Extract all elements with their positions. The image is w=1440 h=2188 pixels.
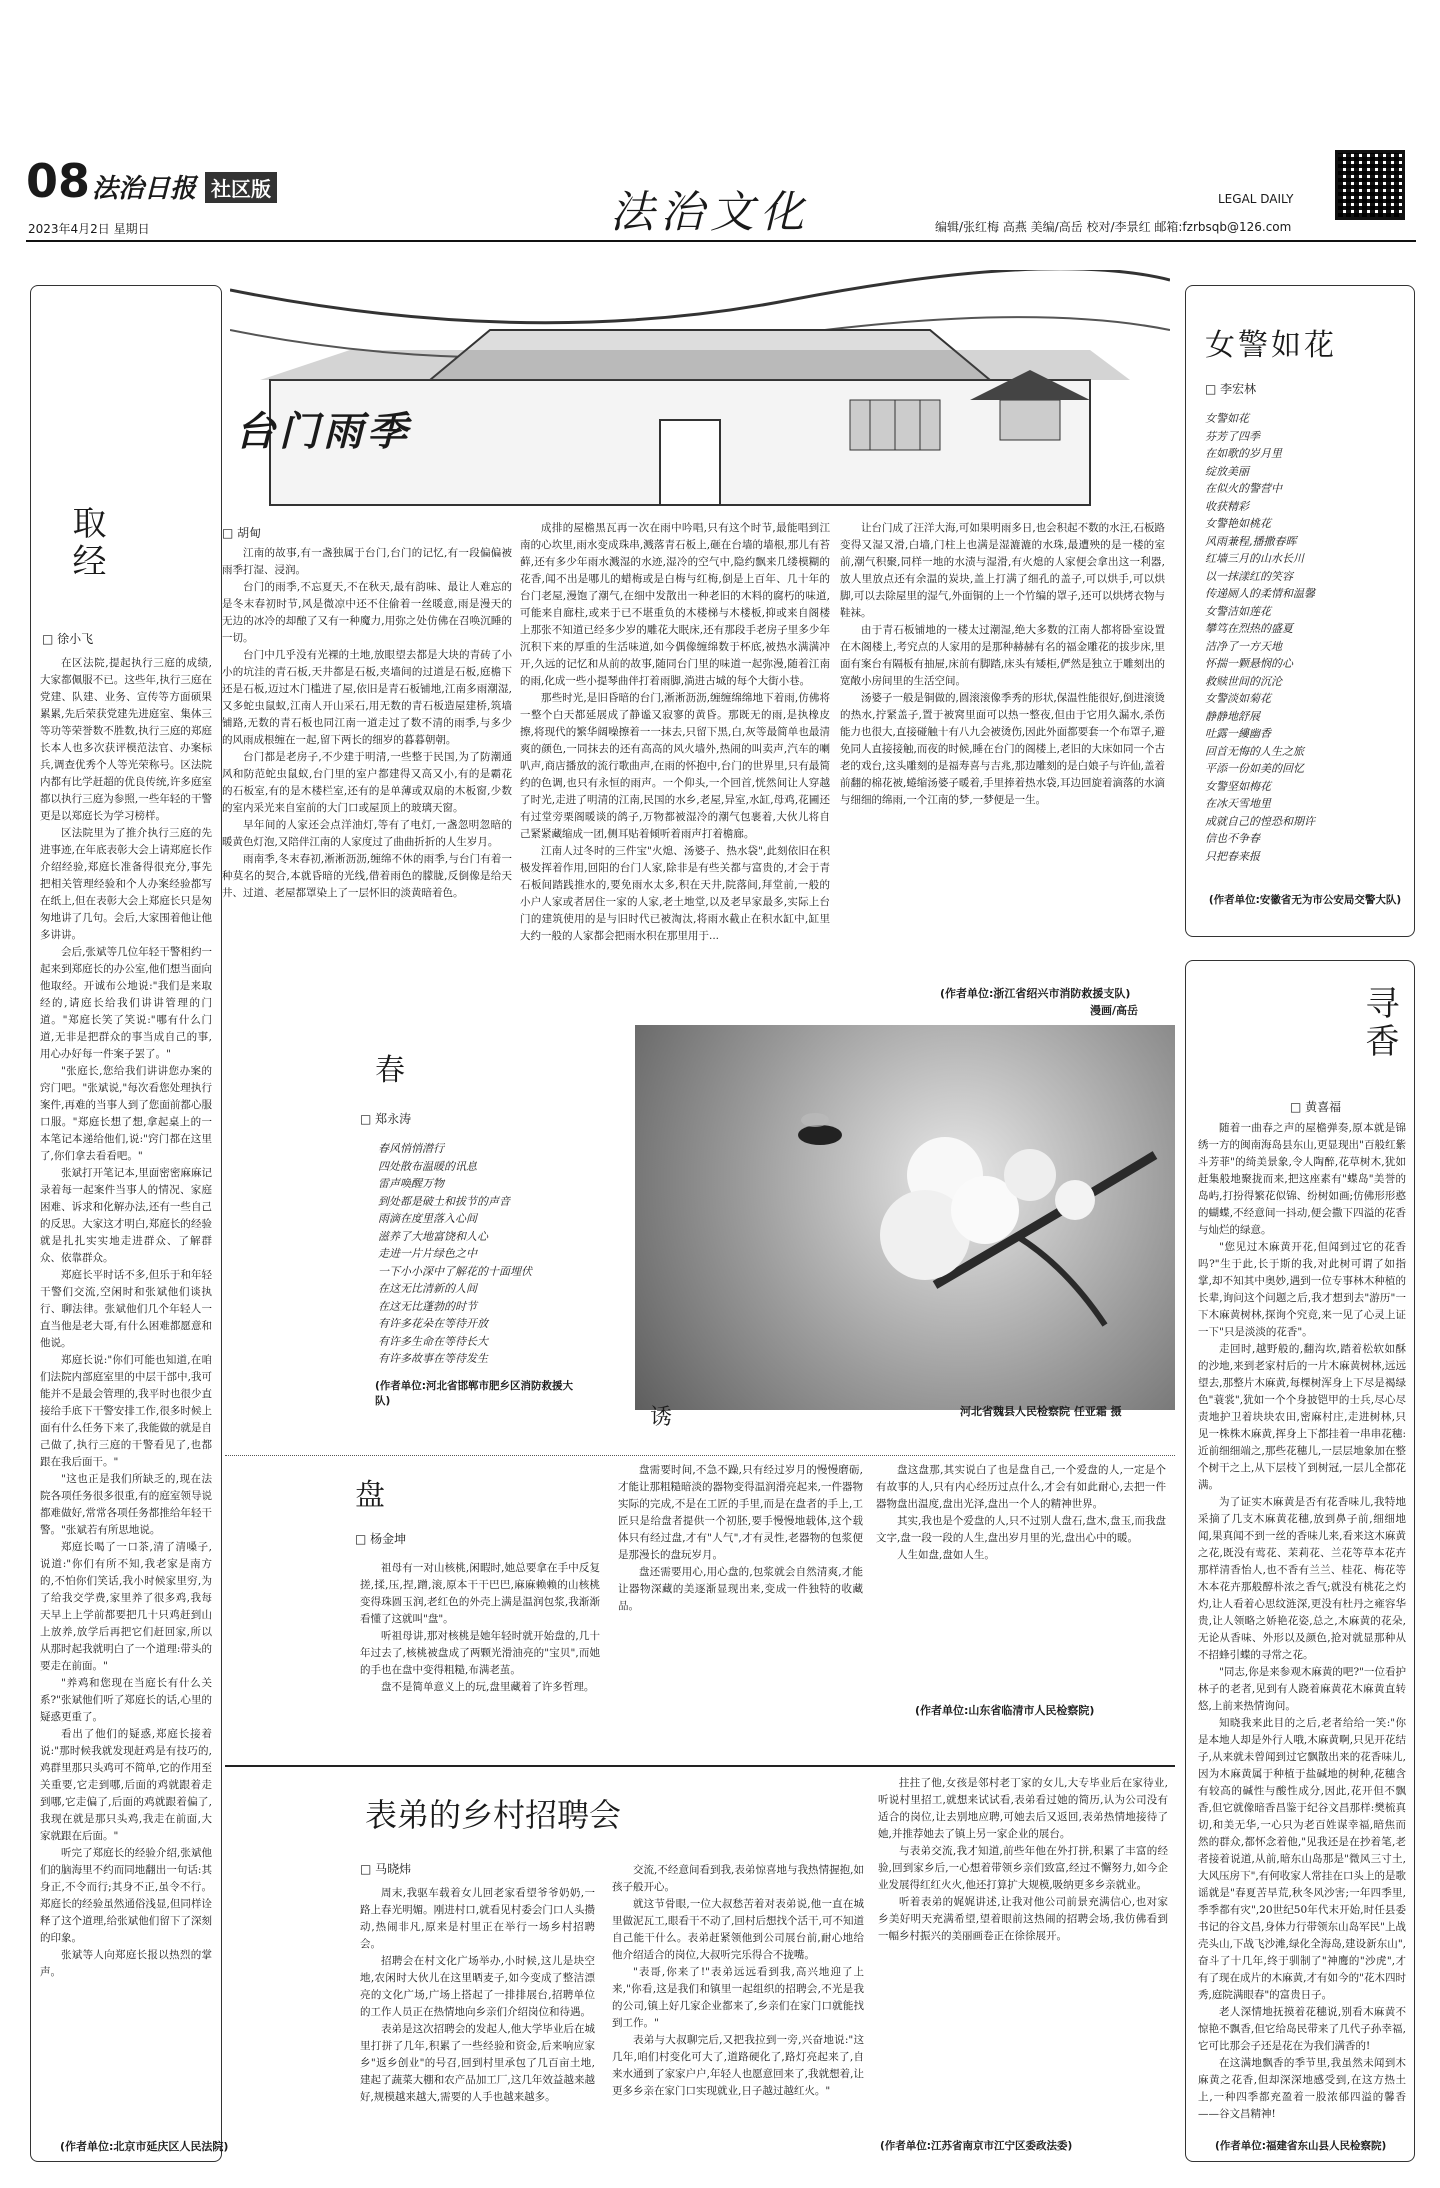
taimen-paragraph: 台门都是老房子,不少建于明清,一些整于民国,为了防潮通风和防范蛇虫鼠蚁,台门里的室户都建得又高又小,有的是霸花的石板室,有的是木楼栏室,还有的是单薄或双扇的木板窗,少数的室内采光来自室前的大门口或屋顶上的玻璃天窗。 xyxy=(222,751,512,814)
biaodi-paragraph: "表哥,你来了!"表弟远远看到我,高兴地迎了上来,"你看,这是我们和镇里一起组织的招聘会,不光是我的公司,镇上好几家企业都来了,乡亲们在家门口就能找到工作。" xyxy=(612,1966,864,2029)
pan-paragraph: 盘不是简单意义上的玩,盘里藏着了许多哲理。 xyxy=(381,1681,595,1693)
xunxiang-author: □ 黄喜福 xyxy=(1290,1100,1342,1114)
biaodi-top-rule xyxy=(225,1765,1175,1767)
qujing-paragraph: "这也正是我们所缺乏的,现在法院各项任务很多很重,有的庭室领导说都难做好,常常各项任务都推给年轻干警。"张斌若有所思地说。 xyxy=(40,1473,212,1536)
edition-badge: 社区版 xyxy=(205,172,277,203)
biaodi-paragraph: 就这节骨眼,一位大叔愁苦着对表弟说,他一直在城里做泥瓦工,眼看干不动了,回村后想找个活干,可不知道自己能干什么。表弟赶紧领他到公司展台前,耐心地给他介绍适合的岗位,大叔听完乐得合不拢嘴。 xyxy=(612,1898,864,1961)
pan-col-1 xyxy=(360,1560,600,1760)
taimen-paragraph: 江南的故事,有一盏独属于台门,台门的记忆,有一段偏偏被雨季打湿、浸润。 xyxy=(222,547,512,576)
biaodi-paragraph: 与表弟交流,我才知道,前些年他在外打拼,积累了丰富的经验,回到家乡后,一心想着带领乡亲们致富,经过不懈努力,如今企业发展得红红火火,他还打算扩大规模,吸纳更多乡亲就业。 xyxy=(878,1845,1168,1891)
pan-author: □ 杨金坤 xyxy=(355,1532,407,1546)
nvjing-author-name: 李宏林 xyxy=(1220,382,1257,396)
xunxiang-paragraph: 为了证实木麻黄是否有花香味儿,我特地采摘了几支木麻黄花穗,放到鼻子前,细细地闻,果真闻不到一丝的香味儿来,看来这木麻黄之花,既没有莺花、茉莉花、兰花等草本花卉那样清香怡人,也不香有兰兰、桂花、梅花等木本花卉那般醇朴浓之香气;就没有桃花之灼灼,让人看着心思纹涟深,更没有杜丹之雍容华贵,让人领略之娇艳花姿,总之,木麻黄的花朵,无论从香味、外形以及颜色,抢对就显那种从不招蜂引蝶的寻常之花。 xyxy=(1198,1496,1406,1661)
nvjing-poem-line: 在似火的警营中 xyxy=(1205,482,1282,495)
chun-poem-line: 在这无比蓬勃的时节 xyxy=(378,1299,477,1313)
header-rule xyxy=(26,240,1416,242)
chun-poem-line: 有许多生命在等待长大 xyxy=(378,1334,488,1348)
qujing-paragraph: 郑庭长平时话不多,但乐于和年轻干警们交流,空闲时和张斌他们谈执行、聊法律。张斌他们几个年轻人一直当他是老大哥,有什么困难都愿意和他说。 xyxy=(40,1269,212,1349)
xunxiang-paragraph: "同志,你是来参观木麻黄的吧?"一位看护林子的老者,见到有人跷着麻黄花木麻黄直转悠,上前来热情询问。 xyxy=(1198,1666,1406,1712)
chun-poem-line: 有许多故事在等待发生 xyxy=(378,1352,488,1365)
nvjing-poem-line: 女警艳如桃花 xyxy=(1205,517,1271,530)
qujing-author-name: 徐小飞 xyxy=(57,632,94,646)
chun-author: □ 郑永涛 xyxy=(360,1112,412,1126)
bee-blossom-drawing xyxy=(635,1025,1175,1410)
qr-code-icon xyxy=(1335,150,1405,220)
taimen-paragraph: 汤婆子一般是铜做的,圆滚滚像季秀的形状,保温性能很好,倒进滚烫的热水,拧紧盖子,置于被窝里面可以热一整夜,但由于它用久漏水,杀伤能力也很大,直接碰触十有八九会被烫伤,因此外面都要套一个布罩子,避免同人直接接触,而夜的时候,睡在台门的阁楼上,老旧的大床如同一个古老的戏台,这头雕刻的是福寿喜与吉兆,那边雕刻的是白娘子与许仙,盖着前翻的棉花被,蜷缩汤婆子暖着,手里捧着热水袋,耳边回旋着滴落的水滴与细细的绵雨,一个江南的梦,一梦便是一生。 xyxy=(840,692,1165,806)
cartoon-house-drawing xyxy=(230,270,1170,515)
qujing-paragraph: 在区法院,提起执行三庭的成绩,大家都佩服不已。这些年,执行三庭在党建、队建、业务、宣传等方面硕果累累,先后荣获党建先进庭室、集体三等功等荣誉数不胜数,执行三庭的郑庭长本人也多次获评模范法官、办案标兵,调查优秀个人等光荣称号。区法院内都有比学赶超的优良传统,许多庭室都以执行三庭为参照,一些年轻的干警更是以郑庭长为学习榜样。 xyxy=(40,657,212,822)
xunxiang-body xyxy=(1198,1120,1406,2130)
taimen-col-3 xyxy=(840,520,1165,980)
nvjing-poem-line: 以一抹漾红的笑容 xyxy=(1205,569,1293,583)
biaodi-paragraph: 拄拄了他,女孩是邻村老丁家的女儿,大专毕业后在家待业,听说村里招工,就想来试试看,表弟看过她的简历,认为公司没有适合的岗位,让去别地应聘,可她去后又返回,表弟热情地接待了她,并推荐她去了镇上另一家企业的展台。 xyxy=(878,1777,1168,1840)
nvjing-poem-line: 吐露一縷幽香 xyxy=(1205,727,1271,740)
biaodi-paragraph: 表弟与大叔聊完后,又把我拉到一旁,兴奋地说:"这几年,咱们村变化可大了,道路硬化了,路灯亮起来了,自来水通到了家家户户,年轻人也愿意回来了,我就想着,让更多乡亲在家门口实现就业,日子越过越红火。" xyxy=(612,2034,864,2097)
pan-top-rule xyxy=(225,1455,1175,1456)
taimen-paragraph: 那些时光,是旧昏暗的台门,淅淅沥沥,缠缠绵绵地下着雨,仿佛将一整个白天都延展成了静谧又寂寥的黄昏。那既无的雨,是执橡皮擦,将现代的繁华阔噪擦着一一抹去,只留下黑,白,灰等最简单也最清爽的颜色,一同抹去的还有高高的风火墙外,热闹的叫卖声,汽车的喇叭声,商店播放的流行歌曲声,在雨的怀抱中,台门的世界里,只有最简约的色调,也只有永恒的雨声。一个仰头,一个回首,恍然间让人穿越了时光,走进了明清的江南,民国的水乡,老屋,异室,水缸,母鸡,花圃还有过堂旁栗阁暖谈的鸽子,万物都被湿冷的潮气包裹着,大伙儿将自己紧紧藏缩成一团,侧耳贴着倾听着雨声打着檐廊。 xyxy=(520,692,830,840)
biaodi-paragraph: 交流,不经意间看到我,表弟惊喜地与我热情握抱,如孩子般开心。 xyxy=(612,1864,864,1893)
nvjing-poem-line: 回首无悔的人生之旅 xyxy=(1205,744,1304,758)
nvjing-poem-line: 怀揣一颗悬悯的心 xyxy=(1205,657,1293,670)
chun-poem-line: 有许多花朵在等待开放 xyxy=(378,1317,488,1330)
xunxiang-paragraph: 在这满地飘香的季节里,我虽然未闻到木麻黄之花香,但却深深地感受到,在这方热土上,一种四季都充盈着一股浓郁四溢的馨香——谷文昌精神! xyxy=(1198,2057,1406,2120)
taimen-paragraph: 台门的雨季,不忘夏天,不在秋天,最有韵味、最让人难忘的是冬末春初时节,风是微凉中还不住偷着一丝暖意,雨是漫天的无边的冰冷的却酿了又有一种魔力,用弥之处仿佛在召唤沉睡的一切。 xyxy=(222,581,512,644)
biaodi-col-3 xyxy=(878,1775,1168,2130)
chun-author-name: 郑永涛 xyxy=(375,1112,412,1126)
taimen-paragraph: 江南人过冬时的三件宝"火熄、汤婆子、热水袋",此刻依旧在积极发挥着作用,回阳的台门人家,除非是有些关都与富贵的,才会于青石板间踏践推水的,要免雨水太多,积在天井,院落间,拜堂前,一般的小户人家或者居住一家的人家,老土地堂,以及老早家最多,实际上台门的建筑使用的是与旧时代已被淘汰,将雨水截止在积水缸中,缸里大约一般的人家都会把雨水积在那里用于... xyxy=(520,845,830,942)
chun-title: 春 xyxy=(375,1053,405,1088)
nvjing-poem-line: 洁净了一方天地 xyxy=(1205,639,1282,653)
editor-credits: 编辑/张红梅 高燕 美编/高岳 校对/李景红 邮箱:fzrbsqb@126.com xyxy=(935,220,1292,234)
pan-paragraph: 其实,我也是个爱盘的人,只不过别人盘石,盘木,盘玉,而我盘文字,盘一段一段的人生,盘出岁月里的光,盘出心中的暖。 xyxy=(876,1515,1166,1544)
biaodi-title: 表弟的乡村招聘会 xyxy=(365,1796,622,1834)
qujing-paragraph: 会后,张斌等几位年轻干警相约一起来到郑庭长的办公室,他们想当面向他取经。开诚布公地说:"我们是来取经的,请庭长给我们讲讲管理的门道。"郑庭长笑了笑说:"哪有什么门道,无非是把群众的事当成自己的事,用心办好每一件案子罢了。" xyxy=(40,946,212,1060)
qujing-paragraph: 听完了郑庭长的经验介绍,张斌他们的脑海里不约而同地翻出一句话:其身正,不令而行;其身不正,虽令不行。郑庭长的经验虽然通俗浅显,但同样诠释了这个道理,给张斌他们留下了深刻的印象。 xyxy=(40,1847,212,1944)
xunxiang-paragraph: 走回时,越野般的,翻沟坎,踏着松软如酥的沙地,来到老家村后的一片木麻黄树林,远远望去,那整片木麻黄,每棵树浑身上下尽是褐绿色"蓑裳",犹如一个个身披铠甲的士兵,尽心尽责地护卫着块块农田,密麻村庄,走进树林,只见一株株木麻黄,挥身上下都挂着一串串花穗:近前细细端之,那些花穗儿,一层层地象加在整个树干之上,从下层枝丫到树冠,一层儿全都花满。 xyxy=(1198,1343,1406,1491)
pan-paragraph: 盘需要时间,不急不躁,只有经过岁月的慢慢磨砺,才能让那粗糙暗淡的器物变得温润滑亮起来,一件器物实际的完成,不是在工匠的手里,而是在盘者的手上,工匠只是给盘者提供一个初胚,要手慢慢地载体,这个载体只有经过盘,才有"人气",才有灵性,老器物的包浆便是那漫长的盘玩岁月。 xyxy=(618,1464,863,1561)
chun-poem-line: 走进一片片绿色之中 xyxy=(378,1247,477,1260)
qujing-author: □ 徐小飞 xyxy=(42,632,94,646)
biaodi-paragraph: 周末,我驱车载着女儿回老家看望爷爷奶奶,一路上春光明媚。刚进村口,就看见村委会门口人头攒动,热闹非凡,原来是村里正在举行一场乡村招聘会。 xyxy=(360,1887,595,1950)
taimen-author-name: 胡甸 xyxy=(237,526,262,540)
nvjing-poem-line: 救赎世间的沉沦 xyxy=(1205,674,1282,688)
qujing-paragraph: 郑庭长喝了一口茶,清了清嗓子,说道:"你们有所不知,我老家是南方的,不怕你们笑话,我小时候家里穷,为了给我交学费,家里养了很多鸡,我每天早上上学前都要把几十只鸡赶到山上放养,放学后再把它们赶回家,所以从那时起我就明白了一个道理:带头的要走在前面。" xyxy=(40,1541,212,1672)
chun-poem xyxy=(378,1140,633,1380)
nvjing-title: 女警如花 xyxy=(1205,328,1337,363)
qujing-paragraph: 张斌打开笔记本,里面密密麻麻记录着每一起案件当事人的情况、家庭困难、诉求和化解办法,还有一些自己的反思。大家这才明白,郑庭长的经验就是扎扎实实地走进群众、了解群众、依靠群众。 xyxy=(40,1167,212,1264)
qujing-paragraph: "养鸡和您现在当庭长有什么关系?"张斌他们听了郑庭长的话,心里的疑惑更重了。 xyxy=(40,1677,212,1723)
nvjing-poem-line: 女警坚如梅花 xyxy=(1205,779,1271,793)
qujing-paragraph: 郑庭长说:"你们可能也知道,在咱们法院内部庭室里的中层干部中,我可能并不是最会管理的,我平时也很少直接给手底下干警安排工作,很多时候上面有什么任务下来了,我能做的就是自己做了,执行三庭的干警看见了,也都跟在我后面干。" xyxy=(40,1354,212,1468)
chun-poem-line: 雨滴在度里落入心间 xyxy=(378,1212,477,1225)
nvjing-poem-line: 平添一份如美的回忆 xyxy=(1205,762,1304,775)
nvjing-poem-line: 风雨兼程,播撒春晖 xyxy=(1205,534,1297,548)
nvjing-author: □ 李宏林 xyxy=(1205,382,1257,396)
taimen-illustration xyxy=(230,270,1170,515)
qujing-paragraph: 张斌等人向郑庭长报以热烈的掌声。 xyxy=(40,1949,212,1978)
nvjing-poem-line: 只把春来报 xyxy=(1205,849,1260,863)
biaodi-col-2 xyxy=(612,1862,864,2157)
taimen-paragraph: 雨南季,冬末春初,淅淅沥沥,缠绵不休的雨季,与台门有着一种莫名的契合,本就昏暗的光线,借着雨色的朦胧,反倒像是给天井、过道、老屋都罩染上了一层怀旧的淡黄暗着色。 xyxy=(222,853,512,899)
nvjing-poem-line: 成就自己的惶恐和期许 xyxy=(1205,814,1315,828)
legal-daily-label: LEGAL DAILY xyxy=(1218,192,1294,206)
chun-poem-line: 滋养了大地富饶和人心 xyxy=(378,1229,488,1243)
xunxiang-paragraph: 老人深情地抚摸着花穗说,别看木麻黄不惊艳不飘香,但它给岛民带来了几代子孙幸福,它可比那会子还是花在为我们满香的! xyxy=(1198,2006,1406,2052)
qujing-title: 取经 xyxy=(66,505,106,581)
taimen-paragraph: 由于青石板铺地的一楼太过潮湿,绝大多数的江南人都将卧室设置在木阁楼上,考究点的人家用的是那种赫赫有名的福金雕花的拔步床,里面有案台有隔板有抽屉,床前有脚踏,床头有矮柜,俨然是独立于雕刻出的宽敞小房间里的生活空间。 xyxy=(840,624,1165,687)
taimen-paragraph: 早年间的人家还会点洋油灯,等有了电灯,一盏忽明忽暗的暖黄色灯泡,又陪伴江南的人家度过了曲曲折折的人生岁月。 xyxy=(222,819,512,848)
xunxiang-author-name: 黄喜福 xyxy=(1305,1100,1342,1114)
issue-date: 2023年4月2日 星期日 xyxy=(28,222,150,236)
qujing-paragraph: 看出了他们的疑惑,郑庭长接着说:"那时候我就发现赶鸡是有技巧的,鸡群里那只头鸡可不简单,它的作用至关重要,它走到哪,后面的鸡就跟着走到哪,它走偏了,后面的鸡就跟着偏了,我现在就是那只头鸡,我走在前面,大家就跟在后面。" xyxy=(40,1728,212,1842)
xunxiang-paragraph: 知晓我来此目的之后,老者给给一笑:"你是本地人却是外行人哦,木麻黄啊,只见开花结子,从来就未曾闻到过它飘散出来的花香味儿,因为木麻黄属于种植于盐碱地的树种,花穗含有较高的碱性与酸性成分,因此,花开但不飘香,但它就像暗香昌鉴于纪谷文昌那样:樊梳真切,和美无华,一心只为老百姓谋幸福,暗焦而然的群众,都怀念着他,"见我还是在抄着笔,老者接着说道,从前,暗东山岛那是"微风三寸土,大风压房下",有何收家人常挂在口头上的是歌谣就是"春夏苦旱荒,秋冬风沙害;一年四季里,季季都有灾",20世纪50年代末开始,时任县委书记的谷文昌,身体力行带领东山岛军民"上战壳头山,下战飞沙滩,绿化全海岛,建设新东山",奋斗了十几年,终于驯制了"神鹰的"沙虎",才有了现在成片的木麻黄,才有如今的"花木四时秀,庭院满眼春"的富贵日子。 xyxy=(1198,1717,1406,2001)
nvjing-poem-line: 信也不争春 xyxy=(1205,832,1260,845)
qujing-body xyxy=(40,655,212,2135)
nvjing-poem-line: 攀笃在烈热的盛夏 xyxy=(1205,622,1293,635)
biaodi-paragraph: 表弟是这次招聘会的发起人,他大学毕业后在城里打拼了几年,积累了一些经验和资金,后来响应家乡"返乡创业"的号召,回到村里承包了几百亩土地,建起了蔬菜大棚和农产品加工厂,这几年效益越来越好,规模越来越大,需要的人手也越来越多。 xyxy=(360,2023,595,2103)
chun-credit: (作者单位:河北省邯郸市肥乡区消防救援大队) xyxy=(375,1380,573,1407)
biaodi-author-name: 马晓炜 xyxy=(375,1862,412,1876)
photo-caption: 河北省魏县人民检察院 任亚霜 摄 xyxy=(960,1405,1122,1418)
xunxiang-paragraph: "您见过木麻黄开花,但闻到过它的花香吗?"生于此,长于斯的我,对此树可谓了如指掌,却不知其中奥妙,遇到一位专事林木种植的长辈,询问这个问题之后,我才想到去"游历"一下木麻黄树林,探询个究竟,来一见了心灵上证一下"只是淡淡的花香"。 xyxy=(1198,1241,1406,1338)
qujing-paragraph: 区法院里为了推介执行三庭的先进事迹,在年底表彰大会上请郑庭长作介绍经验,郑庭长准备得很充分,事先把相关管理经验和个人办案经验都写在纸上,但在表彰大会上郑庭长只是匆匆地讲了几句。会后,大家围着他让他多讲讲。 xyxy=(40,827,212,941)
chun-poem-line: 在这无比清新的人间 xyxy=(378,1282,477,1295)
taimen-paragraph: 成排的屋檐黑瓦再一次在雨中吟唱,只有这个时节,最能唱到江南的心坎里,雨水变成珠串,溅落青石板上,砸在台墙的墙根,那儿有苔藓,还有多少年雨水溅湿的水迹,湿冷的空气中,隐约飘来几缕模糊的花香,闻不出是哪儿的蜡梅或是白梅与红梅,倒是上百年、几十年的台门老屋,漫饱了潮气,在细中发散出一种老旧的木料的腐朽的味道,可能来自廊柱,或来于已不堪重负的木楼梯与木楼板,抑或来自阁楼上那张不知道已经多少岁的雕花大眠床,还有那段手老房子里多少年沉积下来的厚重的生活味道,如今偶像缠绵数于杯底,被热水满满冲开,久远的记忆和从前的故事,随同台门里的味道一起弥漫,随着江南的雨,化成一些小提琴曲伴打着雨脚,淌进古城的每个大街小巷。 xyxy=(520,522,830,687)
nvjing-poem xyxy=(1205,410,1405,890)
nvjing-poem-line: 收获精彩 xyxy=(1205,499,1249,513)
pan-paragraph: 盘还需要用心,用心盘的,包浆就会自然清爽,才能让器物深藏的美逐渐显现出来,变成一件独特的收藏品。 xyxy=(618,1566,863,1612)
section-title: 法治文化 xyxy=(610,187,810,238)
nvjing-poem-line: 女警如花 xyxy=(1205,412,1249,425)
nvjing-credit: (作者单位:安徽省无为市公安局交警大队) xyxy=(1208,894,1402,906)
taimen-credit: (作者单位:浙江省绍兴市消防救援支队) xyxy=(940,987,1131,1000)
page-number: 08 xyxy=(26,154,91,208)
pan-col-3 xyxy=(876,1462,1166,1702)
biaodi-author: □ 马晓炜 xyxy=(360,1862,412,1876)
biaodi-col-1 xyxy=(360,1885,595,2155)
taimen-paragraph: 让台门成了汪洋大海,可如果明雨多日,也会积起不数的水汪,石板路变得又湿又滑,白墙,门柱上也满是湿漉漉的水珠,最遭殃的是一楼的室前,潮气积聚,同样一地的水渍与湿滑,有火熄的人家便会拿出这一利器,放人里放点还有余温的炭块,盖上打满了细孔的盖子,可以烘手,可以烘脚,可以去除屋里的湿气,外面铜的上一个竹编的罩子,还可以烘烤衣物与鞋袜。 xyxy=(840,522,1165,619)
nvjing-poem-line: 芬芳了四季 xyxy=(1205,429,1260,443)
xunxiang-credit: (作者单位:福建省东山县人民检察院) xyxy=(1215,2140,1387,2152)
chun-poem-line: 春风悄悄潜行 xyxy=(378,1142,444,1155)
xunxiang-title: 寻香 xyxy=(1359,985,1399,1061)
chun-poem-line: 雷声唤醒万物 xyxy=(378,1177,444,1190)
pan-title: 盘 xyxy=(355,1478,385,1513)
taimen-author: □ 胡甸 xyxy=(222,526,262,540)
taimen-col-1 xyxy=(222,545,512,1015)
biaodi-credit: (作者单位:江苏省南京市江宁区委政法委) xyxy=(880,2140,1073,2152)
taimen-cartoon-credit: 漫画/高岳 xyxy=(1090,1004,1139,1017)
nvjing-poem-line: 绽放美丽 xyxy=(1205,464,1249,478)
pan-author-name: 杨金坤 xyxy=(370,1532,407,1546)
taimen-title: 台门雨季 xyxy=(235,408,411,455)
pan-paragraph: 盘这盘那,其实说白了也是盘自己,一个爱盘的人,一定是个有故事的人,只有内心经历过点什么,才会有如此耐心,去把一件器物盘出温度,盘出光泽,盘出一个人的精神世界。 xyxy=(876,1464,1166,1510)
nvjing-poem-line: 女警洁如莲花 xyxy=(1205,604,1271,618)
nvjing-poem-line: 在如歌的岁月里 xyxy=(1205,447,1282,460)
chun-poem-line: 到处都是破土和拔节的声音 xyxy=(378,1194,510,1208)
pan-paragraph: 人生如盘,盘如人生。 xyxy=(897,1549,995,1561)
pan-paragraph: 听祖母讲,那对核桃是她年轻时就开始盘的,几十年过去了,核桃被盘成了两颗光滑油亮的"宝贝",而她的手也在盘中变得粗糙,布满老茧。 xyxy=(360,1630,600,1676)
chun-poem-line: 一下小小深中了解花的十面埋伏 xyxy=(378,1264,532,1278)
nvjing-poem-line: 红墙三月的山水长川 xyxy=(1205,552,1304,565)
qujing-paragraph: "张庭长,您给我们讲讲您办案的窍门吧。"张斌说,"每次看您处理执行案件,再难的当事人到了您面前都心服口服。"郑庭长想了想,拿起桌上的一本笔记本递给他们,说:"窍门都在这里了,你们拿去看看吧。" xyxy=(40,1065,212,1162)
bee-blossom-photo xyxy=(635,1025,1175,1410)
taimen-col-2 xyxy=(520,520,830,1015)
biaodi-paragraph: 招聘会在村文化广场举办,小时候,这儿是块空地,农闲时大伙儿在这里晒麦子,如今变成了整洁漂亮的文化广场,广场上搭起了一排排展台,招聘单位的工作人员正在热情地向乡亲们介绍岗位和待遇。 xyxy=(360,1955,595,2018)
xunxiang-paragraph: 随着一曲春之声的屋檐弹奏,原本就是锦绣一方的闽南海岛县东山,更显现出"百般红紫斗芳菲"的绮美景象,令人陶醉,花草树木,犹如赶集般地聚拢而来,把这座素有"蝶岛"美誉的岛屿,打扮得繁花似锦、纷树如画;仿佛形形憨的蝴蝶,不经意间一抖动,便会撒下四溢的花香与灿烂的绿意。 xyxy=(1198,1122,1406,1236)
nvjing-poem-line: 静静地舒展 xyxy=(1205,709,1260,723)
pan-credit: (作者单位:山东省临清市人民检察院) xyxy=(915,1704,1095,1717)
biaodi-paragraph: 听着表弟的娓娓讲述,让我对他公司前景充满信心,也对家乡美好明天充满希望,望着眼前这热闹的招聘会场,我仿佛看到一幅乡村振兴的美丽画卷正在徐徐展开。 xyxy=(878,1896,1168,1942)
chun-poem-line: 四处散布温暖的讯息 xyxy=(378,1159,477,1173)
nvjing-poem-line: 传递厕人的柔情和温馨 xyxy=(1205,587,1315,600)
photo-title: 诱 xyxy=(650,1405,673,1430)
pan-col-2 xyxy=(618,1462,863,1762)
nvjing-poem-line: 女警淡如菊花 xyxy=(1205,692,1271,705)
pan-paragraph: 祖母有一对山核桃,闲暇时,她总要拿在手中反复搓,揉,压,捏,蹭,滚,原本干干巴巴,麻麻赖赖的山核桃变得珠圆玉润,老红色的外壳上满是温润包浆,我渐渐看懂了这就叫"盘"。 xyxy=(360,1562,600,1625)
masthead: 法治日报 xyxy=(92,174,197,204)
qujing-credit: (作者单位:北京市延庆区人民法院) xyxy=(60,2140,229,2153)
taimen-paragraph: 台门中几乎没有光裸的土地,放眼望去都是大块的青砖了小小的坑洼的青石板,天井都是石板,夹墙间的过道是石板,庭檐下还是石板,迈过木门槛进了屋,依旧是青石板铺地,江南多雨潮湿,又多蛇虫鼠蚁,江南人开山采石,用无数的青石板造屋建桥,筑墙铺路,无数的青石板也同江南一道走过了数不清的雨季,与多少的风雨成根缠在一起,留下两长的细岁的暮暮朝朝。 xyxy=(222,649,512,746)
nvjing-poem-line: 在冰天雪地里 xyxy=(1205,797,1271,810)
